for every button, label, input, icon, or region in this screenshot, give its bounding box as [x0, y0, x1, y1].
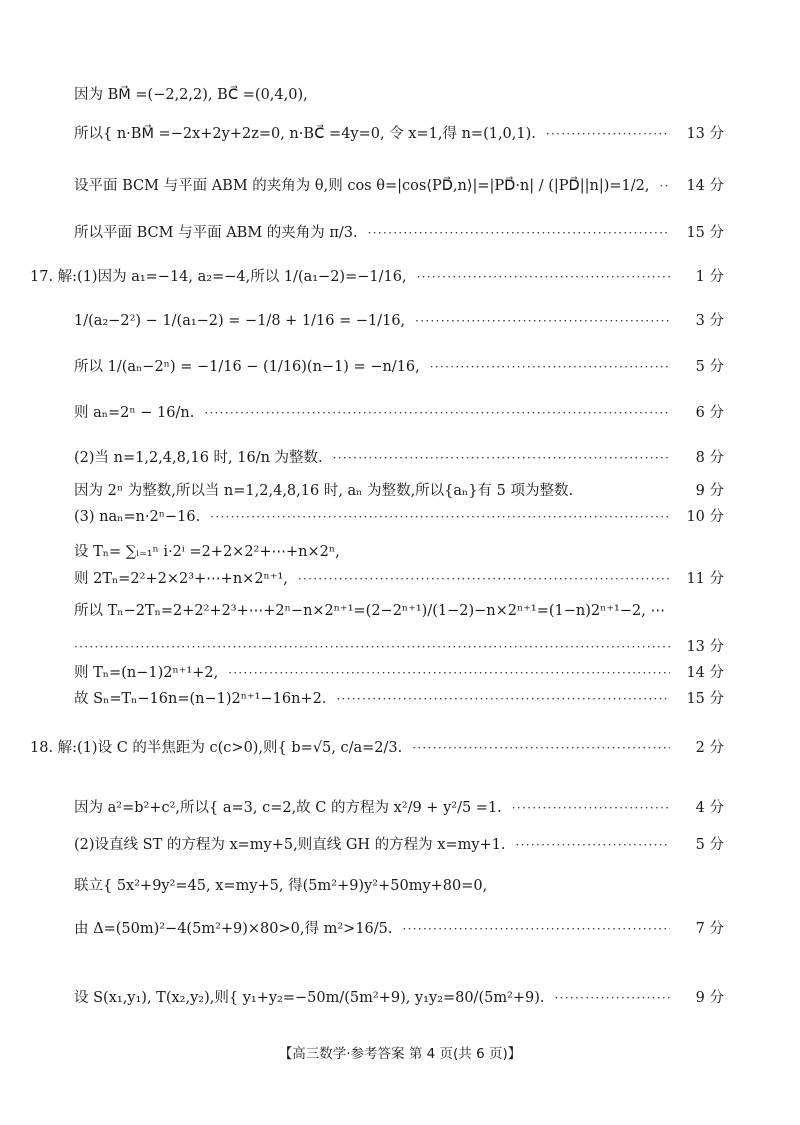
leader-dots — [402, 914, 670, 944]
line-text: 因为 2ⁿ 为整数,所以当 n=1,2,4,8,16 时, aₙ 为整数,所以{aₙ}有 5 项为整数. — [74, 483, 574, 499]
line-19 — [74, 780, 724, 836]
line-text: 设平面 BCM 与平面 ABM 的夹角为 θ,则 cos θ=|cos⟨PD⃗,n⟩|=|PD⃗·n| / (|PD⃗||n|)=1/2, — [74, 178, 650, 194]
line-8 — [74, 398, 724, 428]
leader-dots — [368, 218, 670, 248]
score-label: 9 分 — [695, 483, 724, 499]
score-label: 15 分 — [686, 691, 724, 707]
line-text: 所以{ n·BM⃗ =−2x+2y+2z=0, n·BC⃗ =4y=0, 令 x=1,得 n=(1,0,1). — [74, 126, 536, 142]
line-18 — [30, 720, 724, 776]
line-3 — [74, 158, 724, 214]
line-4 — [74, 218, 724, 248]
leader-dots — [415, 306, 670, 336]
leader-dots — [555, 970, 670, 1026]
line-text: 由 Δ=(50m)²−4(5m²+9)×80>0,得 m²>16/5. — [74, 921, 393, 937]
score-label: 3 分 — [695, 313, 724, 329]
leader-dots — [204, 398, 670, 428]
line-text: 则 aₙ=2ⁿ − 16/n. — [74, 405, 195, 421]
leader-dots — [546, 106, 670, 162]
score-label: 11 分 — [686, 571, 724, 587]
leader-dots — [298, 564, 670, 594]
line-text: 因为 BM⃗ =(−2,2,2), BC⃗ =(0,4,0), — [74, 87, 308, 103]
line-text: 设 Tₙ= ∑ᵢ₌₁ⁿ i·2ⁱ =2+2×2²+⋯+n×2ⁿ, — [74, 544, 340, 560]
line-7 — [74, 352, 724, 382]
line-21 — [74, 858, 724, 914]
score-label: 14 分 — [686, 665, 724, 681]
score-label: 1 分 — [695, 269, 724, 285]
score-label: 6 分 — [695, 405, 724, 421]
line-text: 则 2Tₙ=2²+2×2³+⋯+n×2ⁿ⁺¹, — [74, 571, 288, 587]
line-text: 17. 解:(1)因为 a₁=−14, a₂=−4,所以 1/(a₁−2)=−1/16, — [30, 269, 407, 285]
score-label: 8 分 — [695, 450, 724, 466]
line-2 — [74, 106, 724, 162]
leader-dots — [336, 684, 670, 714]
leader-dots — [512, 780, 670, 836]
leader-dots — [333, 443, 670, 473]
line-5 — [30, 262, 724, 292]
line-text: 故 Sₙ=Tₙ−16n=(n−1)2ⁿ⁺¹−16n+2. — [74, 691, 327, 707]
line-6 — [74, 306, 724, 336]
line-14 — [74, 596, 724, 626]
score-label: 13 分 — [686, 639, 724, 655]
score-label: 7 分 — [695, 921, 724, 937]
line-23 — [74, 970, 724, 1026]
score-label: 2 分 — [695, 740, 724, 756]
line-text: 联立{ 5x²+9y²=45, x=my+5, 得(5m²+9)y²+50my+80=0, — [74, 878, 488, 894]
score-label: 5 分 — [695, 837, 724, 853]
score-label: 13 分 — [686, 126, 724, 142]
line-text: 1/(a₂−2²) − 1/(a₁−2) = −1/8 + 1/16 = −1/16, — [74, 313, 406, 329]
line-text: (2)设直线 ST 的方程为 x=my+5,则直线 GH 的方程为 x=my+1. — [74, 837, 506, 853]
leader-dots — [417, 262, 670, 292]
line-text: 则 Tₙ=(n−1)2ⁿ⁺¹+2, — [74, 665, 219, 681]
leader-dots — [659, 158, 670, 214]
leader-dots — [412, 720, 670, 776]
score-label: 9 分 — [695, 990, 724, 1006]
score-label: 5 分 — [695, 359, 724, 375]
line-text: 所以 Tₙ−2Tₙ=2+2²+2³+⋯+2ⁿ−n×2ⁿ⁺¹=(2−2ⁿ⁺¹)/(1−2)−n×2ⁿ⁺¹=(1−n)2ⁿ⁺¹−2, ⋯ — [74, 603, 665, 619]
score-label: 10 分 — [686, 509, 724, 525]
line-11 — [74, 502, 724, 532]
line-20 — [74, 830, 724, 860]
line-text: 设 S(x₁,y₁), T(x₂,y₂),则{ y₁+y₂=−50m/(5m²+9), y₁y₂=80/(5m²+9). — [74, 990, 545, 1006]
line-9 — [74, 443, 724, 473]
leader-dots — [430, 352, 670, 382]
line-13 — [74, 564, 724, 594]
line-text: (2)当 n=1,2,4,8,16 时, 16/n 为整数. — [74, 450, 323, 466]
line-22 — [74, 914, 724, 944]
line-text: 18. 解:(1)设 C 的半焦距为 c(c>0),则{ b=√5, c/a=2/3. — [30, 740, 403, 756]
line-17 — [74, 684, 724, 714]
leader-dots — [210, 502, 670, 532]
line-12 — [74, 537, 724, 567]
leader-dots — [516, 830, 670, 860]
score-label: 15 分 — [686, 225, 724, 241]
page-footer: 【高三数学·参考答案 第 4 页(共 6 页)】 — [278, 1046, 522, 1062]
line-text: 所以平面 BCM 与平面 ABM 的夹角为 π/3. — [74, 225, 358, 241]
line-text: (3) naₙ=n·2ⁿ−16. — [74, 509, 201, 525]
line-text: 所以 1/(aₙ−2ⁿ) = −1/16 − (1/16)(n−1) = −n/16, — [74, 359, 420, 375]
score-label: 14 分 — [686, 178, 724, 194]
score-label: 4 分 — [695, 800, 724, 816]
line-text: 因为 a²=b²+c²,所以{ a=3, c=2,故 C 的方程为 x²/9 + y²/5 =1. — [74, 800, 502, 816]
